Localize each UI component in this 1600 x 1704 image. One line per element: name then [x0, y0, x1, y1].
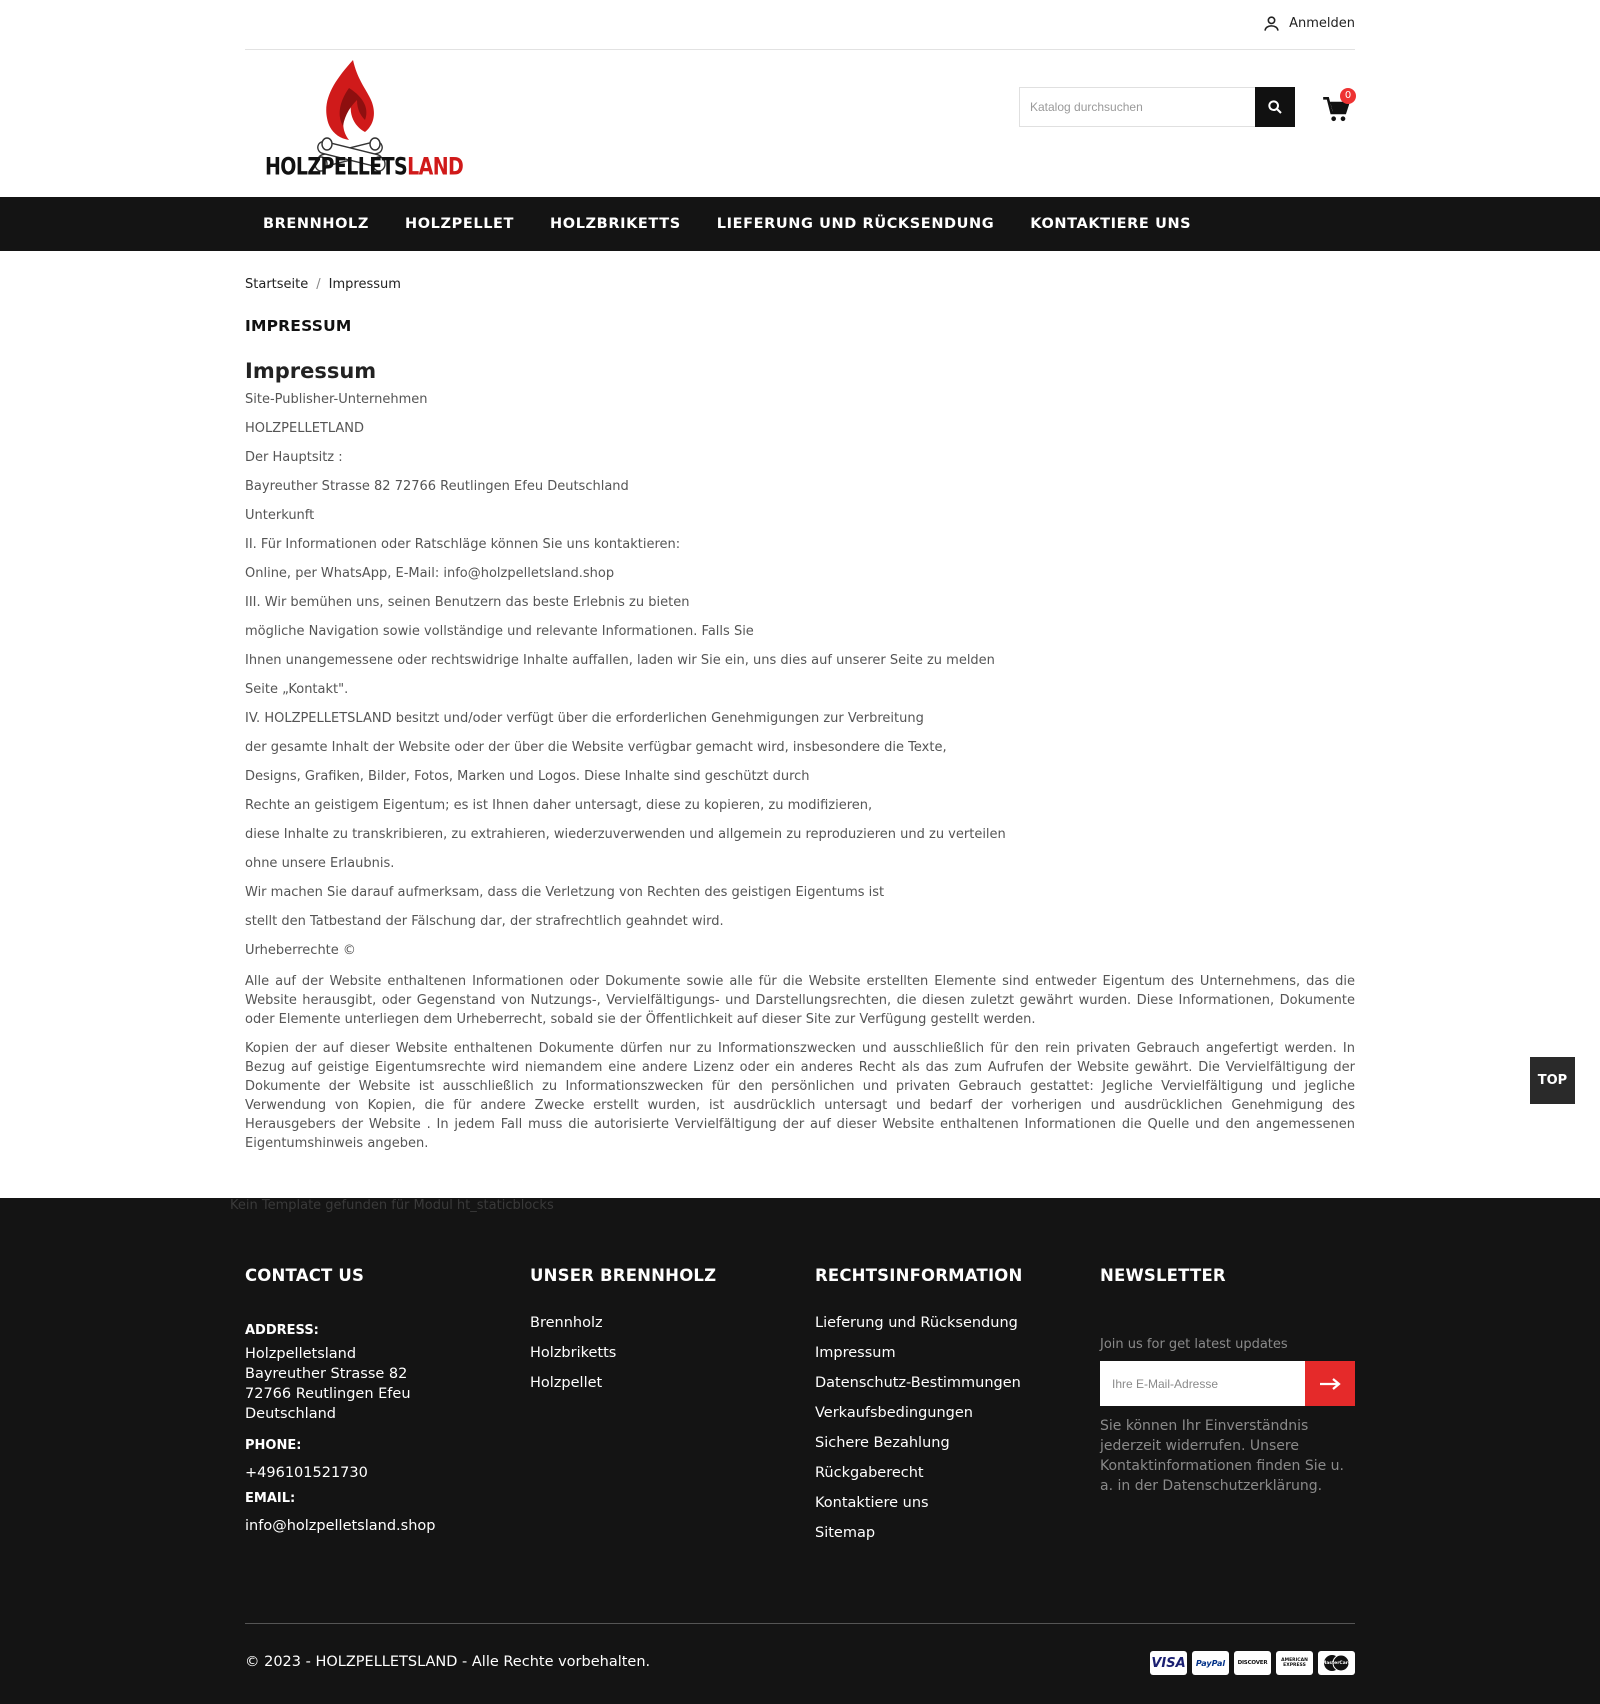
address-line: Deutschland	[245, 1406, 336, 1422]
footer-divider	[245, 1623, 1355, 1624]
arrow-right-icon	[1319, 1377, 1341, 1391]
text-line: II. Für Informationen oder Ratschläge können Sie uns kontaktieren:	[245, 537, 681, 552]
newsletter-form	[1100, 1361, 1355, 1406]
text-line: Rechte an geistigem Eigentum; es ist Ihnen daher untersagt, diese zu kopieren, zu modifizieren,	[245, 798, 873, 813]
signin-link[interactable]	[1262, 14, 1355, 33]
nav-item-holzpellet[interactable]: HOLZPELLET	[405, 216, 515, 232]
nav-item-lieferung[interactable]: LIEFERUNG UND RÜCKSENDUNG	[716, 216, 995, 232]
main-content	[245, 275, 1355, 1163]
search-icon	[1267, 99, 1283, 115]
newsletter-consent: Sie können Ihr Einverständnis jederzeit widerrufen. Unsere Kontaktinformationen finden Sie u. a. in der Datenschutzerklärung.	[1100, 1418, 1345, 1494]
footer-newsletter	[1100, 1266, 1355, 1496]
newsletter-submit-button[interactable]	[1305, 1361, 1355, 1406]
page-title: Impressum	[245, 359, 377, 383]
top-bar	[245, 0, 1355, 50]
page-heading: IMPRESSUM	[245, 317, 352, 335]
discover-icon: DISCOVER	[1234, 1651, 1271, 1675]
search-form	[1019, 87, 1295, 127]
newsletter-title: NEWSLETTER	[1100, 1266, 1226, 1285]
footer-link-sichere-bezahlung[interactable]: Sichere Bezahlung	[815, 1435, 950, 1451]
main-nav	[0, 197, 1600, 251]
email-label: EMAIL:	[245, 1491, 296, 1506]
payment-icons	[1150, 1651, 1355, 1675]
text-line: Wir machen Sie darauf aufmerksam, dass die Verletzung von Rechten des geistigen Eigentums ist	[245, 885, 885, 900]
footer-link-impressum[interactable]: Impressum	[815, 1345, 896, 1361]
address-line: 72766 Reutlingen Efeu	[245, 1386, 411, 1402]
nav-item-holzbriketts[interactable]: HOLZBRIKETTS	[550, 216, 681, 232]
text-line: Ihnen unangemessene oder rechtswidrige Inhalte auffallen, laden wir Sie ein, uns dies auf unserer Seite zu melden	[245, 653, 995, 668]
footer-brennholz-title: UNSER BRENNHOLZ	[530, 1266, 717, 1285]
newsletter-email-input[interactable]	[1100, 1361, 1305, 1406]
footer-link-brennholz[interactable]: Brennholz	[530, 1315, 603, 1331]
copyright-paragraph-1: Alle auf der Website enthaltenen Informationen oder Dokumente sowie alle für die Website erstellten Elemente sind entweder Eigentum des Unternehmens, das die Website herausgibt, oder Gegenstand von Nutzungs-, Vervielfältigungs- und Darstellungsrechten, die diesen zuletzt gewährt wurden. Diese Informationen, Dokumente oder Elemente unterliegen dem Urheberrecht, sobald sie der Öffentlichkeit auf dieser Site zur Verfügung gestellt werden.	[245, 974, 1355, 1027]
search-button[interactable]	[1255, 87, 1295, 127]
footer-link-sitemap[interactable]: Sitemap	[815, 1525, 876, 1541]
email-value[interactable]: info@holzpelletsland.shop	[245, 1518, 436, 1534]
text-line: Site-Publisher-Unternehmen	[245, 392, 428, 407]
header	[245, 50, 1355, 197]
copyright-paragraph-2: Kopien der auf dieser Website enthaltenen Dokumente dürfen nur zu Informationszwecken und ausschließlich für den rein privaten Gebrauch angefertigt werden. In Bezug auf geistige Eigentumsrechte wird niemandem eine andere Lizenz oder ein anderes Recht als das zum Aufrufen der Website gewährt. Die Vervielfältigung der Dokumente der Website ist ausschließlich zu Informationszwecken für den persönlichen und privaten Gebrauch gestattet: Jegliche Vervielfältigung und jegliche Verwendung von Kopien, die für andere Zwecke erstellt wurden, ist ausdrücklich untersagt und bedarf der vorherigen und ausdrücklichen Genehmigung des Herausgebers der Website . In jedem Fall muss die autorisierte Vervielfältigung der auf dieser Website enthaltenen Informationen die Quelle und den angemessenen Eigentumshinweis angeben.	[245, 1041, 1355, 1151]
address-line: Holzpelletsland	[245, 1346, 357, 1362]
footer-link-kontakt[interactable]: Kontaktiere uns	[815, 1495, 929, 1511]
text-line: ohne unsere Erlaubnis.	[245, 856, 395, 871]
footer-brennholz	[530, 1266, 800, 1403]
text-line: Bayreuther Strasse 82 72766 Reutlingen Efeu Deutschland	[245, 479, 629, 494]
address-line: Bayreuther Strasse 82	[245, 1366, 408, 1382]
text-line: stellt den Tatbestand der Fälschung dar, der strafrechtlich geahndet wird.	[245, 914, 724, 929]
footer-legal	[815, 1266, 1085, 1553]
newsletter-note: Join us for get latest updates	[1100, 1337, 1288, 1352]
footer-contact	[245, 1266, 515, 1536]
footer-legal-title: RECHTSINFORMATION	[815, 1266, 1023, 1285]
mastercard-icon: MasterCard	[1318, 1651, 1355, 1675]
phone-label: PHONE:	[245, 1438, 302, 1453]
footer	[0, 1198, 1600, 1704]
phone-value[interactable]: +496101521730	[245, 1465, 368, 1481]
copyright-text: © 2023 - HOLZPELLETSLAND - Alle Rechte vorbehalten.	[245, 1654, 651, 1670]
footer-link-lieferung[interactable]: Lieferung und Rücksendung	[815, 1315, 1018, 1331]
cart-count-badge: 0	[1340, 88, 1356, 104]
search-input[interactable]	[1019, 87, 1255, 127]
text-line: Unterkunft	[245, 508, 315, 523]
user-icon	[1262, 14, 1281, 33]
text-line: der gesamte Inhalt der Website oder der über die Website verfügbar gemacht wird, insbesondere die Texte,	[245, 740, 947, 755]
text-line: III. Wir bemühen uns, seinen Benutzern das beste Erlebnis zu bieten	[245, 595, 690, 610]
paypal-icon: PayPal	[1192, 1651, 1229, 1675]
text-line: Online, per WhatsApp, E-Mail: info@holzpelletsland.shop	[245, 566, 615, 581]
text-line: HOLZPELLETLAND	[245, 421, 365, 436]
address-value	[245, 1344, 515, 1424]
text-line: Seite „Kontakt".	[245, 682, 349, 697]
breadcrumb	[245, 275, 1355, 293]
nav-item-brennholz[interactable]: BRENNHOLZ	[263, 216, 370, 232]
signin-label: Anmelden	[1289, 16, 1355, 31]
footer-link-verkaufsbedingungen[interactable]: Verkaufsbedingungen	[815, 1405, 973, 1421]
footer-link-holzpellet[interactable]: Holzpellet	[530, 1375, 603, 1391]
breadcrumb-home[interactable]: Startseite	[245, 276, 309, 292]
cart-button[interactable]	[1322, 92, 1356, 126]
footer-link-datenschutz[interactable]: Datenschutz-Bestimmungen	[815, 1375, 1021, 1391]
text-line: Urheberrechte ©	[245, 943, 356, 958]
module-error-text: Kein Template gefunden für Modul ht_staticblocks	[230, 1198, 554, 1213]
site-logo[interactable]	[265, 58, 464, 188]
footer-contact-title: CONTACT US	[245, 1266, 365, 1285]
text-line: Der Hauptsitz :	[245, 450, 343, 465]
logo-wordmark: HOLZPELLETSLAND	[265, 153, 464, 181]
text-line: diese Inhalte zu transkribieren, zu extrahieren, wiederzuverwenden und allgemein zu reproduzieren und zu verteilen	[245, 827, 1006, 842]
text-line: Designs, Grafiken, Bilder, Fotos, Marken und Logos. Diese Inhalte sind geschützt durch	[245, 769, 810, 784]
footer-link-rueckgaberecht[interactable]: Rückgaberecht	[815, 1465, 924, 1481]
address-label: ADDRESS:	[245, 1323, 319, 1338]
visa-icon: VISA	[1150, 1651, 1187, 1675]
breadcrumb-current: Impressum	[328, 276, 401, 292]
text-line: mögliche Navigation sowie vollständige und relevante Informationen. Falls Sie	[245, 624, 754, 639]
impressum-lines	[245, 392, 1355, 959]
amex-icon: AMERICAN EXPRESS	[1276, 1651, 1313, 1675]
scroll-top-button[interactable]: TOP	[1530, 1057, 1575, 1104]
breadcrumb-separator: /	[316, 276, 321, 292]
text-line: IV. HOLZPELLETSLAND besitzt und/oder verfügt über die erforderlichen Genehmigungen zur Verbreitung	[245, 711, 924, 726]
nav-item-kontakt[interactable]: KONTAKTIERE UNS	[1030, 216, 1192, 232]
footer-link-holzbriketts[interactable]: Holzbriketts	[530, 1345, 617, 1361]
